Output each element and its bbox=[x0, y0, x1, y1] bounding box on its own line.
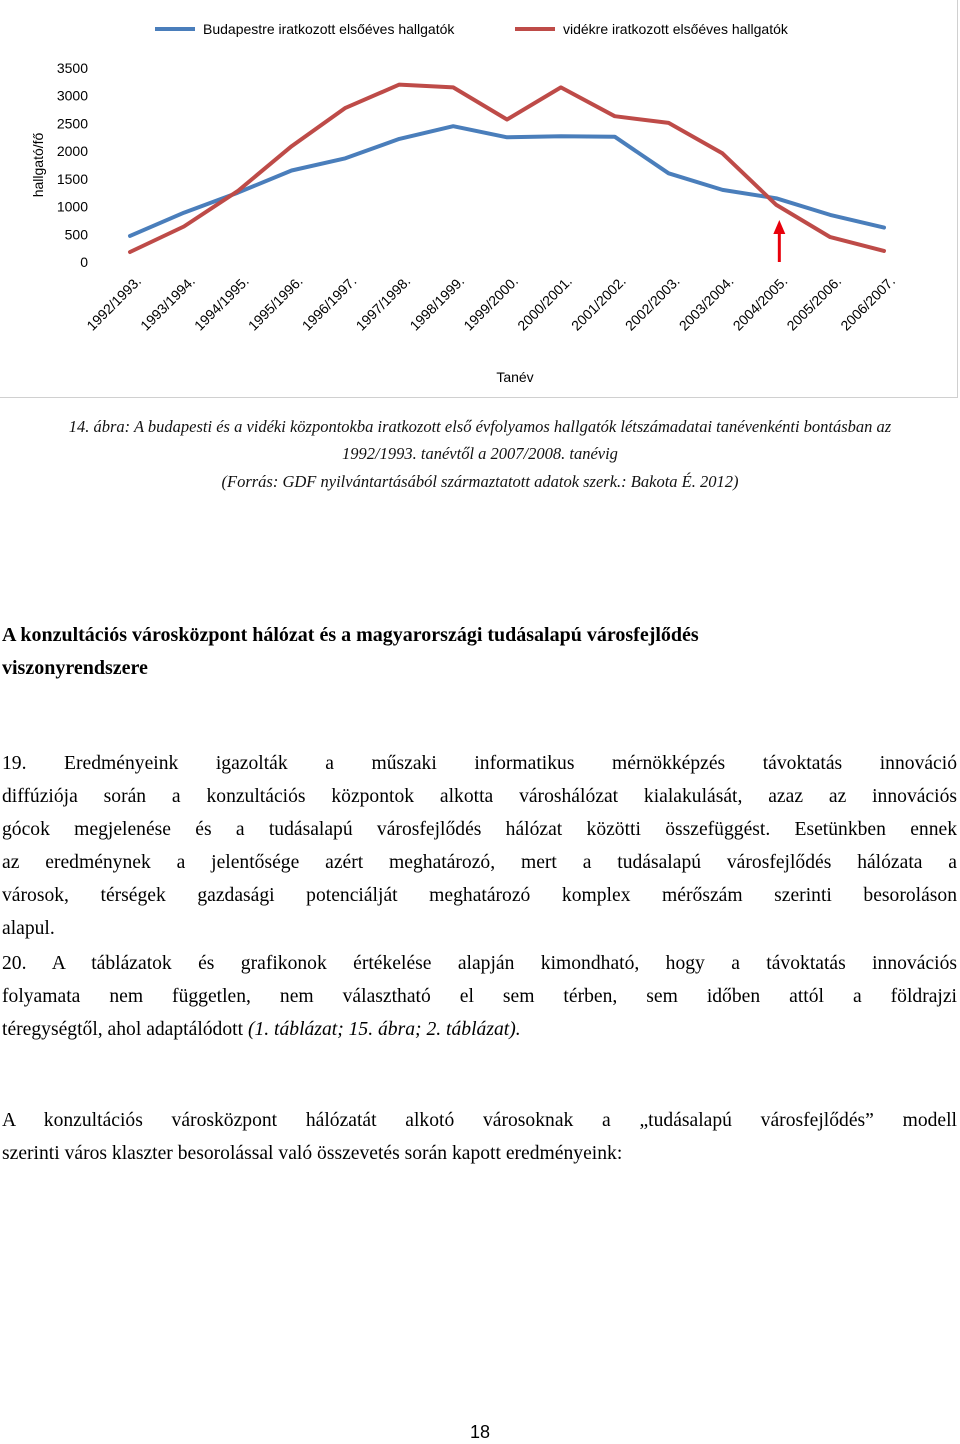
data-point bbox=[613, 135, 616, 138]
data-point bbox=[775, 197, 778, 200]
legend-label-2: vidékre iratkozott elsőéves hallgatók bbox=[563, 21, 788, 37]
paragraph-19-line-4: az eredménynek a jelentősége azért meghatározó, mert a tudásalapú városfejlődés hálózata a bbox=[2, 852, 957, 873]
x-tick-label: 1995/1996. bbox=[244, 272, 306, 334]
data-point bbox=[721, 152, 724, 155]
line-chart bbox=[0, 0, 958, 398]
paragraph-19-line-1: 19. Eredményeink igazolták a műszaki informatikus mérnökképzés távoktatás innováció bbox=[2, 753, 957, 774]
x-tick-label: 1993/1994. bbox=[137, 272, 198, 334]
paragraph-results-intro bbox=[2, 1104, 957, 1170]
figure-caption-line-2: 1992/1993. tanévtől a 2007/2008. tanévig bbox=[342, 444, 618, 463]
y-tick-label: 2000 bbox=[56, 143, 88, 160]
x-tick-label: 1996/1997. bbox=[298, 272, 360, 334]
data-point bbox=[344, 106, 347, 109]
data-point bbox=[559, 135, 562, 138]
x-tick-label: 2002/2003. bbox=[621, 272, 683, 334]
paragraph-19 bbox=[2, 747, 957, 945]
data-point bbox=[182, 211, 185, 214]
data-point bbox=[129, 251, 132, 254]
x-tick-label: 1998/1999. bbox=[406, 272, 468, 334]
data-point bbox=[506, 136, 509, 139]
data-point bbox=[452, 86, 455, 89]
paragraph-19-line-5: városok, térségek gazdasági potenciálját meghatározó komplex mérőszám szerinti besoroláson bbox=[2, 885, 957, 906]
section-heading bbox=[2, 619, 942, 685]
paragraph-results-line-2: szerinti város klaszter besorolással való összevetés során kapott eredményeink: bbox=[2, 1143, 623, 1164]
x-tick-label: 2003/2004. bbox=[675, 272, 737, 334]
data-point bbox=[775, 203, 778, 206]
data-point bbox=[883, 249, 886, 252]
data-point bbox=[182, 225, 185, 228]
y-tick-label: 0 bbox=[80, 254, 88, 270]
x-tick-label: 1999/2000. bbox=[460, 272, 522, 334]
x-tick-label: 1997/1998. bbox=[352, 272, 414, 334]
data-point bbox=[613, 115, 616, 118]
chart-frame bbox=[0, 0, 958, 398]
x-tick-label: 1994/1995. bbox=[190, 272, 252, 334]
data-point bbox=[398, 137, 401, 140]
paragraph-20-line-3 bbox=[2, 1013, 957, 1046]
x-tick-label: 1992/1993. bbox=[83, 272, 145, 334]
y-tick-label: 3500 bbox=[56, 60, 88, 76]
data-point bbox=[290, 169, 293, 172]
y-tick-label: 1500 bbox=[56, 170, 88, 187]
data-point bbox=[829, 213, 832, 216]
data-point bbox=[129, 234, 132, 237]
y-tick-label: 1000 bbox=[56, 198, 88, 215]
x-tick-label: 2004/2005. bbox=[729, 272, 791, 334]
data-point bbox=[236, 190, 239, 193]
x-tick-label: 2000/2001. bbox=[514, 272, 576, 334]
figure-caption-source: (Forrás: GDF nyilvántartásából származtatott adatok szerk.: Bakota É. 2012) bbox=[221, 472, 739, 491]
x-tick-label: 2005/2006. bbox=[783, 272, 845, 334]
paragraph-19-line-3: gócok megjelenése és a tudásalapú városfejlődés hálózat közötti összefüggést. Esetünkben ennek bbox=[2, 819, 957, 840]
paragraph-20-line-1: 20. A táblázatok és grafikonok értékelése alapján kimondható, hogy a távoktatás innovációs bbox=[2, 953, 957, 974]
paragraph-19-line-2: diffúziója során a konzultációs központok alkotta városhálózat kialakulását, azaz az innovációs bbox=[2, 786, 957, 807]
paragraph-20 bbox=[2, 947, 957, 1046]
legend-label-1: Budapestre iratkozott elsőéves hallgatók bbox=[203, 21, 455, 37]
data-point bbox=[721, 188, 724, 191]
series-line-1 bbox=[130, 126, 884, 236]
data-point bbox=[829, 236, 832, 239]
section-heading-line-2: viszonyrendszere bbox=[2, 657, 148, 679]
paragraph-20-references: (1. táblázat; 15. ábra; 2. táblázat). bbox=[247, 1019, 521, 1040]
data-point bbox=[883, 226, 886, 229]
data-point bbox=[398, 83, 401, 86]
series-line-2 bbox=[130, 85, 884, 252]
y-tick-label: 2500 bbox=[56, 115, 88, 132]
data-point bbox=[290, 145, 293, 148]
data-point bbox=[559, 86, 562, 89]
y-tick-label: 500 bbox=[64, 226, 88, 243]
paragraph-19-line-6: alapul. bbox=[2, 918, 55, 939]
data-point bbox=[506, 118, 509, 121]
page-number: 18 bbox=[469, 1422, 491, 1442]
paragraph-results-line-1: A konzultációs városközpont hálózatát alkotó városoknak a „tudásalapú városfejlődés” modell bbox=[2, 1110, 957, 1131]
data-point bbox=[344, 157, 347, 160]
data-point bbox=[667, 121, 670, 124]
x-tick-label: 2001/2002. bbox=[567, 272, 629, 334]
y-axis-label: hallgató/fő bbox=[30, 132, 46, 198]
figure-caption-line-1: 14. ábra: A budapesti és a vidéki központokba iratkozott első évfolyamos hallgatók létszámadatai tanévenkénti bontásban az bbox=[68, 417, 892, 436]
annotation-arrow-head bbox=[773, 220, 785, 234]
paragraph-20-line-2: folyamata nem független, nem választható el sem térben, sem időben attól a földrajzi bbox=[2, 986, 957, 1007]
section-heading-line-1: A konzultációs városközpont hálózat és a magyarországi tudásalapú városfejlődés bbox=[2, 624, 699, 646]
x-axis-label: Tanév bbox=[496, 369, 534, 385]
data-point bbox=[667, 172, 670, 175]
y-tick-label: 3000 bbox=[56, 87, 88, 104]
data-point bbox=[452, 125, 455, 128]
paragraph-20-line-3-text: téregységtől, ahol adaptálódott bbox=[2, 1019, 248, 1040]
x-tick-label: 2006/2007. bbox=[837, 272, 899, 334]
